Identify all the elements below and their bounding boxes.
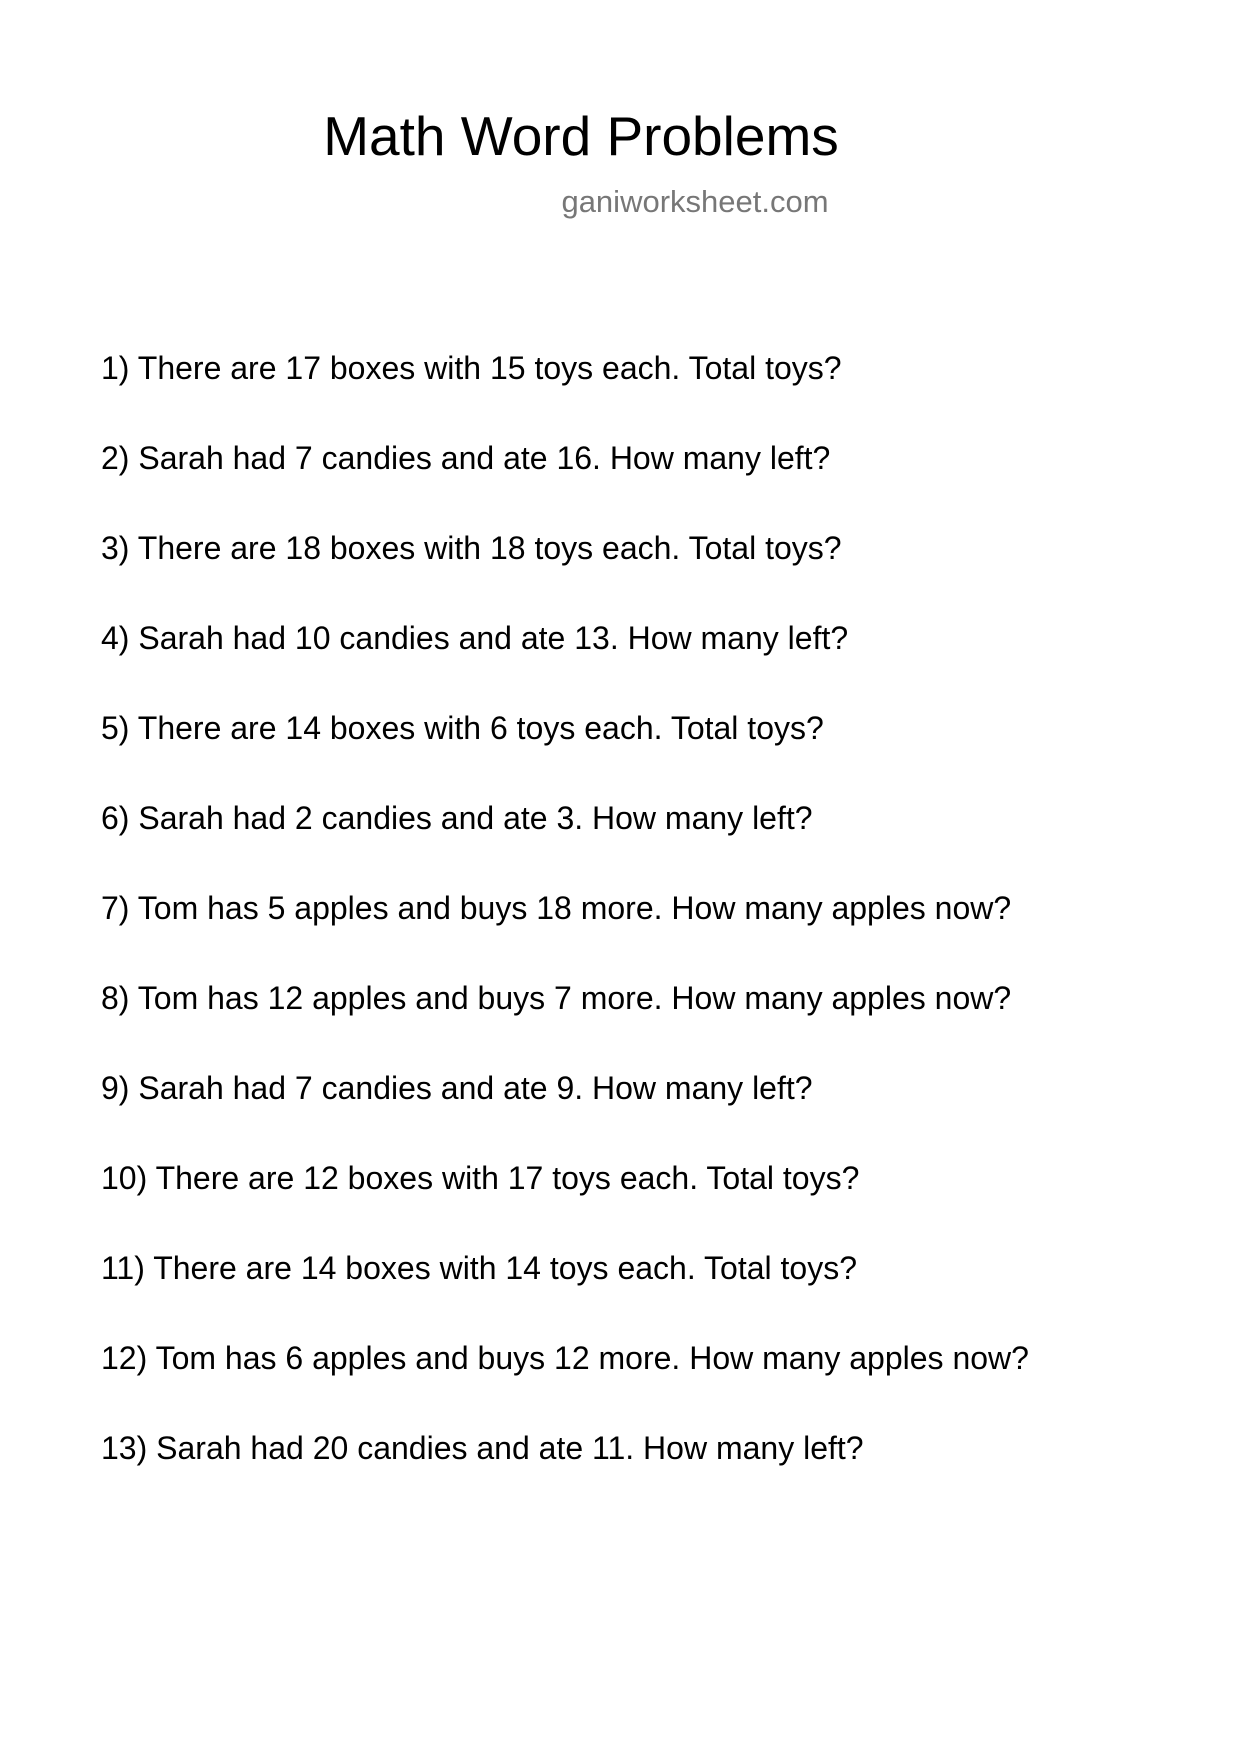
problem-item: 12) Tom has 6 apples and buys 12 more. How many apples now? (101, 1340, 1029, 1376)
problem-list (101, 348, 1029, 1518)
problem-item: 4) Sarah had 10 candies and ate 13. How many left? (101, 620, 849, 656)
problem-item: 3) There are 18 boxes with 18 toys each. Total toys? (101, 530, 842, 566)
problem-item: 2) Sarah had 7 candies and ate 16. How many left? (101, 440, 831, 476)
problem-item: 6) Sarah had 2 candies and ate 3. How many left? (101, 800, 813, 836)
problem-item: 10) There are 12 boxes with 17 toys each. Total toys? (101, 1160, 860, 1196)
problem-item: 1) There are 17 boxes with 15 toys each. Total toys? (101, 350, 842, 386)
problem-item: 8) Tom has 12 apples and buys 7 more. How many apples now? (101, 980, 1012, 1016)
problem-item: 11) There are 14 boxes with 14 toys each. Total toys? (101, 1250, 857, 1286)
website-label: ganiworksheet.com (561, 184, 829, 219)
problem-item: 9) Sarah had 7 candies and ate 9. How many left? (101, 1070, 813, 1106)
page-title: Math Word Problems (323, 105, 839, 167)
problem-item: 7) Tom has 5 apples and buys 18 more. How many apples now? (101, 890, 1012, 926)
problem-item: 5) There are 14 boxes with 6 toys each. Total toys? (101, 710, 824, 746)
problem-item: 13) Sarah had 20 candies and ate 11. How many left? (101, 1430, 864, 1466)
